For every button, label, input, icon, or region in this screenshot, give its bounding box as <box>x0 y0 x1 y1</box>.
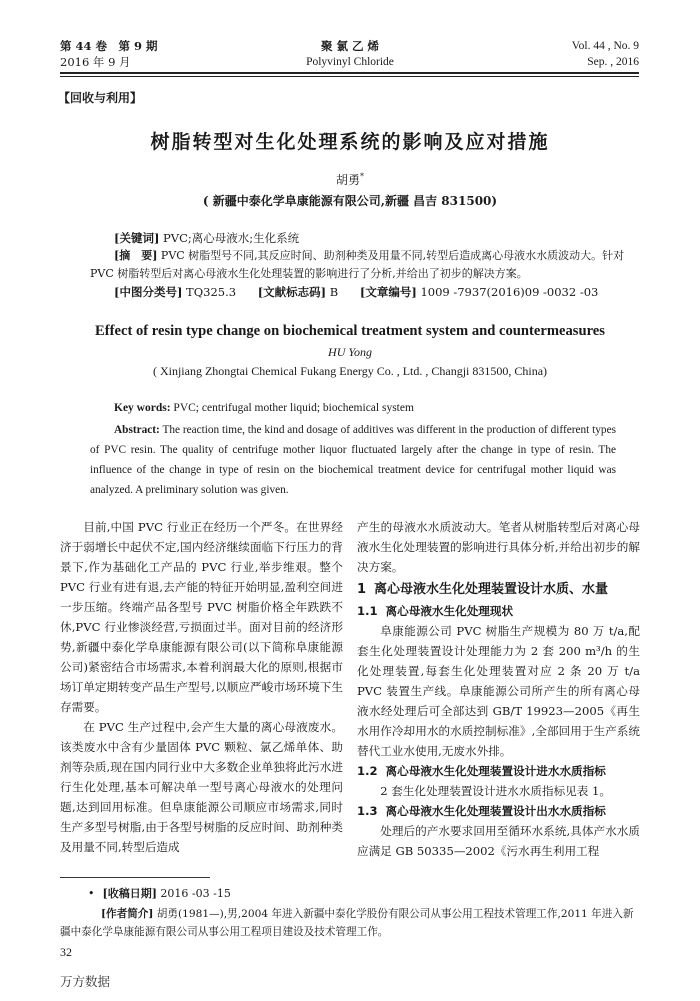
en-abstract-text: The reaction time, the kind and dosage of additives was different in the production of different types of PVC resin. The quality of centrifuge mother liquor fluctuated largely after the change in type of resin. The influence of the change in type of resin on the biochemical treatment device for centrifugal mother liquid was analyzed. A preliminary solution was given. <box>90 424 616 496</box>
right-paragraph-2: 阜康能源公司 PVC 树脂生产规模为 80 万 t/a,配套生化处理装置设计处理能力为 2 套 200 m³/h 的生化处理装置,每套生化处理装置对应 2 条 20 万 t/a PVC 装置生产线。阜康能源公司所产生的所有离心母液水经处理后可全部达到 GB/T 19923—2005《再生水用作冷却用水的水质控制标准》,全部回用于生产系统替代工业水使用,无废水外排。 <box>357 624 640 758</box>
received-date: 2016 -03 -15 <box>160 887 231 900</box>
section-1-1-number: 1.1 <box>357 604 378 618</box>
en-keywords-label: Key words: <box>114 402 171 414</box>
section-1-title: 离心母液水生化处理装置设计水质、水量 <box>374 582 609 597</box>
clc-value: TQ325.3 <box>186 285 237 299</box>
footnote-bullet: • <box>88 887 95 900</box>
header-journal-cn: 聚 氯 乙 烯 <box>320 39 379 53</box>
footnote-rule <box>60 877 210 878</box>
cn-keywords-text: PVC;离心母液水;生化系统 <box>163 231 300 245</box>
en-abstract <box>90 420 616 500</box>
section-1-number: 1 <box>357 582 367 597</box>
header-rule-thick <box>60 72 639 74</box>
cn-abstract-line2: PVC 树脂转型后对离心母液水生化处理装置的影响进行了分析,并给出了初步的解决方案。 <box>90 267 528 280</box>
author-bio-label: [作者简介] <box>101 908 154 920</box>
author-bio-text1: 胡勇(1981—),男,2004 年进入新疆中泰化学股份有限公司从事公用工程技术管理工作,2011 年进入新 <box>156 908 634 920</box>
title-cn: 树脂转型对生化处理系统的影响及应对措施 <box>150 131 550 153</box>
author-cn-mark: * <box>360 172 364 181</box>
cn-classification <box>114 284 598 300</box>
header-date-cn: 2016 年 9 月 <box>60 55 131 69</box>
cn-keywords <box>114 230 299 246</box>
footnote-received <box>88 886 231 902</box>
en-keywords-text: PVC; centrifugal mother liquid; biochemical system <box>173 402 414 414</box>
footnote-author-line2: 疆中泰化学阜康能源有限公司从事公用工程项目建设及技术管理工作。 <box>60 926 389 938</box>
author-cn <box>0 171 700 188</box>
author-cn-name: 胡勇 <box>335 173 360 187</box>
left-paragraph-1: 目前,中国 PVC 行业正在经历一个严冬。在世界经济于弱增长中起伏不定,国内经济继续面临下行压力的背景下,作为基础化工产品的 PVC 行业,举步维艰。整个 PVC 行业有进有退,去产能的特征开始明显,盈利空间进一步压缩。终端产品各型号 PVC 树脂价格全年跌跌不休,PVC 行业惨淡经营,亏损面过半。面对目前的经济形势,新疆中泰化学阜康能源有限公司(以下简称阜康能源公司)紧密结合市场需求,本着利润最大化的原则,根据市场订单定期转变产品生产型号,以顺应严峻市场环境下生存需要。 <box>60 520 343 714</box>
header-journal-en: Polyvinyl Chloride <box>306 56 394 68</box>
clc-label: [中图分类号] <box>114 285 183 299</box>
section-1-heading <box>357 580 640 600</box>
watermark: 万方数据 <box>60 974 111 989</box>
section-1-3-title: 离心母液水生化处理装置设计出水水质指标 <box>385 804 606 818</box>
section-1-1-title: 离心母液水生化处理现状 <box>385 604 514 618</box>
right-column <box>357 517 640 861</box>
section-1-2-number: 1.2 <box>357 764 378 778</box>
footnote-author-line1 <box>101 906 634 922</box>
header-volume-cn: 第 44 卷 第 9 期 <box>60 39 158 53</box>
doc-code-label: [文献标志码] <box>257 285 327 299</box>
left-column <box>60 517 343 857</box>
page-number: 32 <box>60 945 72 959</box>
left-paragraph-2: 在 PVC 生产过程中,会产生大量的离心母液废水。该类废水中含有少量固体 PVC 颗粒、氯乙烯单体、助剂等杂质,现在国内同行业中大多数企业单独将此污水进行生化处理,基本可解决单一型号离心母液水的处理问题,达到回用标准。但阜康能源公司顺应市场需求,同时生产多型号树脂,由于各型号树脂的反应时间、助剂种类及用量不同,转型后造成 <box>60 720 343 854</box>
article-no-value: 1009 -7937(2016)09 -0032 -03 <box>420 285 599 299</box>
article-no-label: [文章编号] <box>359 285 417 299</box>
section-1-3-heading <box>357 801 640 821</box>
header-rule-thin <box>60 76 639 77</box>
en-abstract-label: Abstract: <box>114 424 160 436</box>
right-paragraph-3: 2 套生化处理装置设计进水水质指标见表 1。 <box>380 784 611 798</box>
cn-abstract-label: [摘 要] <box>114 249 158 262</box>
header-date-en: Sep. , 2016 <box>587 56 639 68</box>
section-1-2-title: 离心母液水生化处理装置设计进水水质指标 <box>385 764 606 778</box>
cn-abstract-text1: PVC 树脂型号不同,其反应时间、助剂种类及用量不同,转型后造成离心母液水水质波动大。针对 <box>160 249 625 262</box>
received-label: [收稿日期] <box>102 887 157 900</box>
right-paragraph-1: 产生的母液水水质波动大。笔者从树脂转型后对离心母液水生化处理装置的影响进行具体分析,并给出初步的解决方案。 <box>357 520 640 574</box>
cn-abstract-line1 <box>114 248 642 264</box>
doc-code-value: B <box>329 285 339 299</box>
header-volume-en: Vol. 44 , No. 9 <box>571 40 639 52</box>
section-1-3-number: 1.3 <box>357 804 378 818</box>
affiliation-cn: ( 新疆中泰化学阜康能源有限公司,新疆 昌吉 831500) <box>202 194 498 208</box>
section-1-1-heading <box>357 601 640 621</box>
author-en: HU Yong <box>328 345 372 359</box>
cn-keywords-label: [关键词] <box>114 231 160 245</box>
section-1-2-heading <box>357 761 640 781</box>
right-paragraph-4: 处理后的产水要求回用至循环水系统,具体产水水质应满足 GB 50335—2002《污水再生利用工程 <box>357 824 640 858</box>
title-en: Effect of resin type change on biochemical treatment system and countermeasures <box>95 323 605 339</box>
en-keywords <box>114 402 414 414</box>
column-tag: 【回收与利用】 <box>58 91 143 105</box>
affiliation-en: ( Xinjiang Zhongtai Chemical Fukang Energy Co. , Ltd. , Changji 831500, China) <box>152 364 548 378</box>
